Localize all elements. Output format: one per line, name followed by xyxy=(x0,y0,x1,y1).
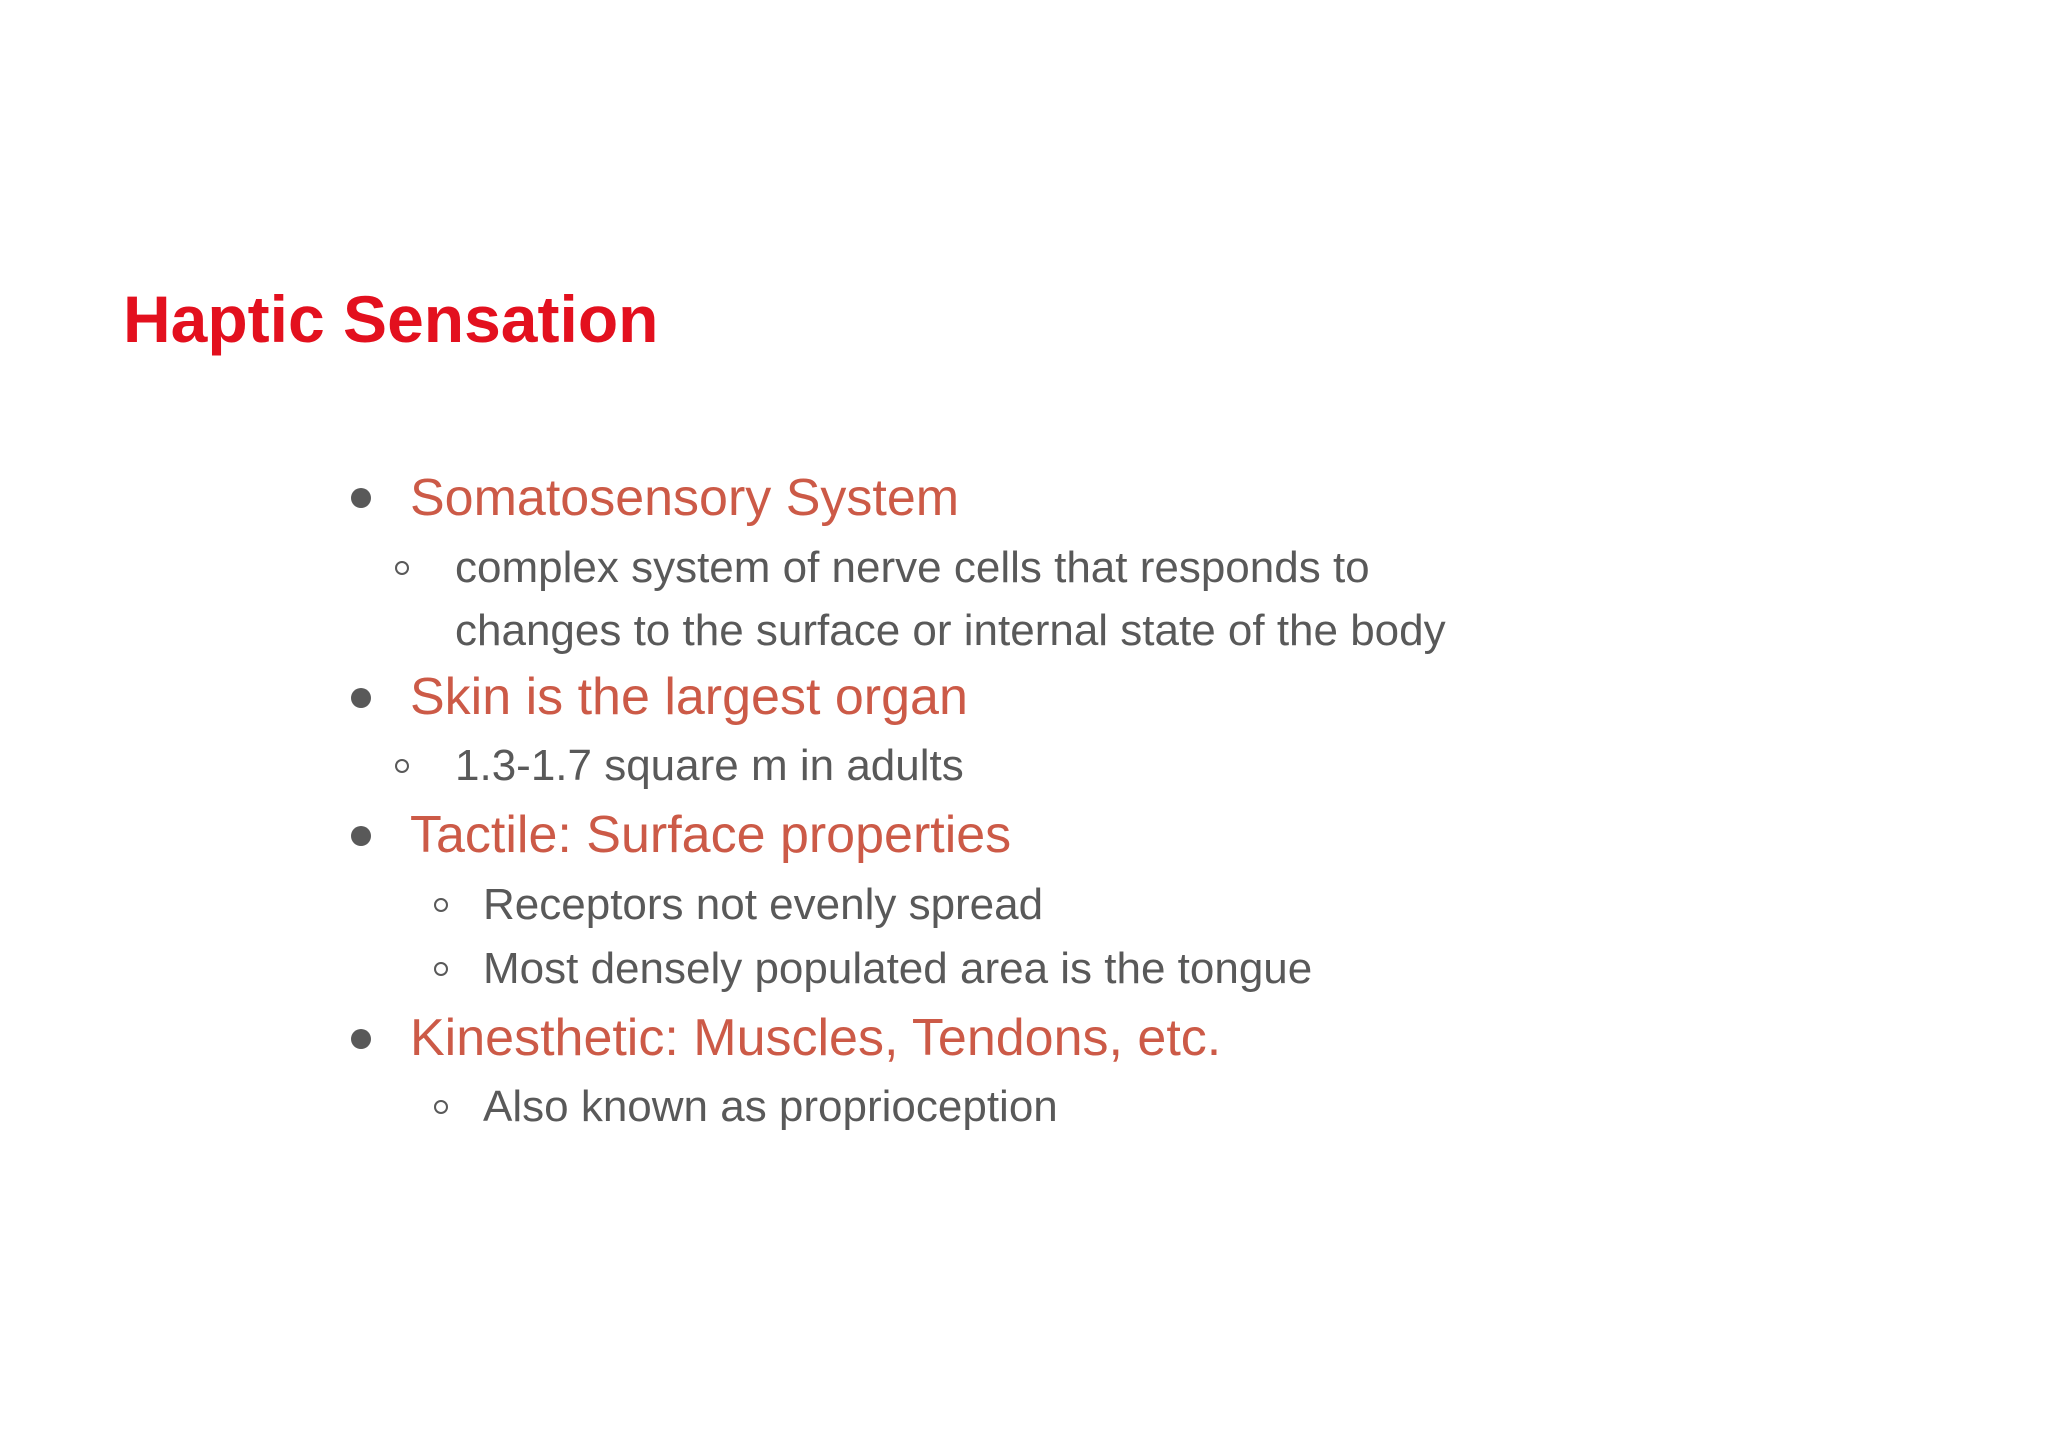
bullet-item-tactile: Tactile: Surface properties xyxy=(410,806,1012,864)
bullet-item-somatosensory-system: Somatosensory System xyxy=(410,469,960,527)
hollow-circle-icon xyxy=(434,898,448,912)
filled-circle-icon xyxy=(351,826,371,846)
sub-item-somatosensory-definition: complex system of nerve cells that responds to xyxy=(455,543,1370,592)
hollow-circle-icon xyxy=(434,1100,448,1114)
sub-item-proprioception: Also known as proprioception xyxy=(483,1082,1058,1131)
filled-circle-icon xyxy=(351,1029,371,1049)
hollow-circle-icon xyxy=(395,561,409,575)
bullet-item-kinesthetic: Kinesthetic: Muscles, Tendons, etc. xyxy=(410,1009,1222,1067)
sub-item-receptors: Receptors not evenly spread xyxy=(483,880,1044,929)
filled-circle-icon xyxy=(351,688,371,708)
bullet-item-skin-largest-organ: Skin is the largest organ xyxy=(410,668,968,726)
sub-item-tongue: Most densely populated area is the tongue xyxy=(483,944,1313,993)
hollow-circle-icon xyxy=(395,759,409,773)
sub-item-somatosensory-definition-line2: changes to the surface or internal state of the body xyxy=(455,606,1446,655)
slide-title: Haptic Sensation xyxy=(123,282,659,356)
hollow-circle-icon xyxy=(434,962,448,976)
sub-item-skin-area: 1.3-1.7 square m in adults xyxy=(455,741,964,790)
filled-circle-icon xyxy=(351,488,371,508)
